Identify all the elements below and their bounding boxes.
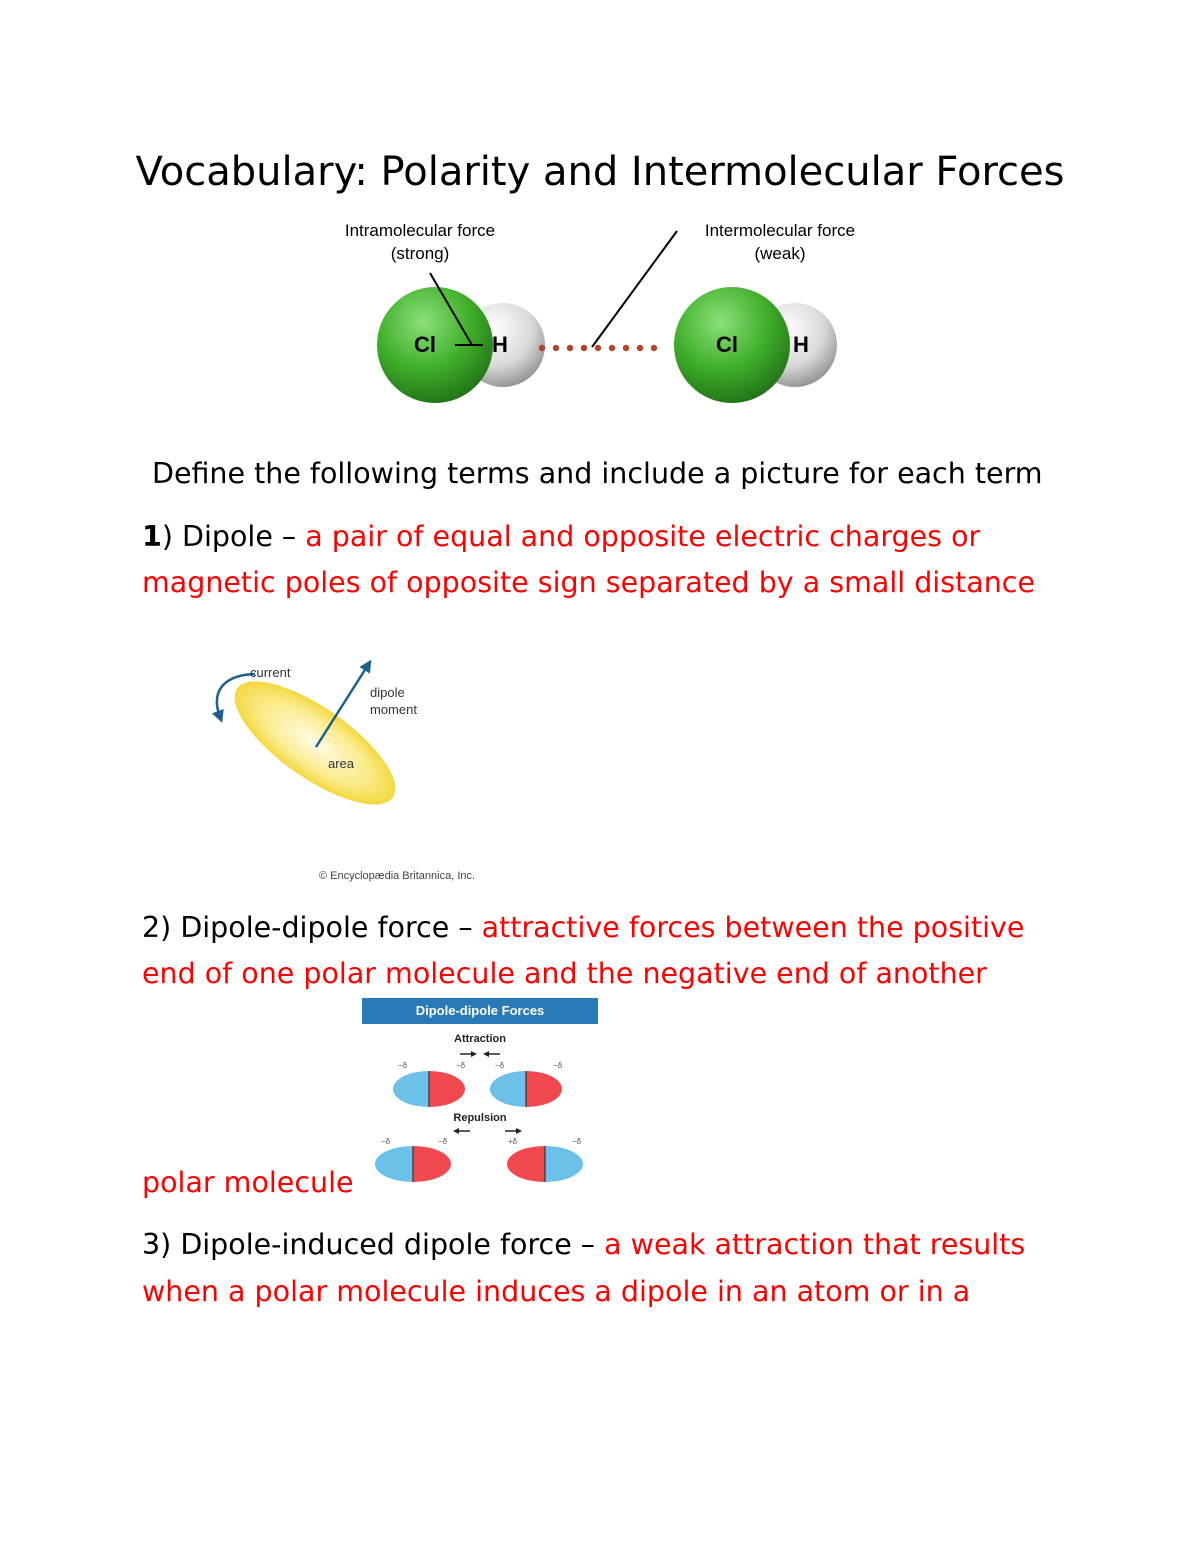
term-3-definition: a weak attraction that results	[604, 1228, 1026, 1261]
term-2-line-1	[142, 910, 1024, 946]
term-2-name: ) Dipole-dipole force –	[160, 911, 482, 944]
dd-svg	[362, 998, 598, 1194]
term-1-definition: a pair of equal and opposite electric charges or	[305, 520, 981, 553]
term-2-line-2: end of one polar molecule and the negative end of another	[142, 957, 987, 990]
term-2-line-3: polar molecule	[142, 1166, 354, 1199]
dipole-dipole-figure	[362, 998, 598, 1194]
term-3-name: ) Dipole-induced dipole force –	[160, 1228, 605, 1261]
dd-header: Dipole-dipole Forces	[362, 998, 598, 1024]
dipole-moment-label-1: dipole	[370, 685, 405, 700]
term-1-number: 1	[142, 520, 162, 553]
credit-text: © Encyclopædia Britannica, Inc.	[319, 870, 476, 882]
dipole-moment-label-2: moment	[370, 702, 417, 717]
intermolecular-pointer	[592, 231, 677, 347]
term-3-number: 3	[142, 1228, 161, 1261]
term-1-line-1	[142, 519, 980, 555]
instructions: Define the following terms and include a picture for each term	[152, 457, 1043, 490]
term-3-line-1	[142, 1227, 1025, 1263]
intramolecular-label: Intramolecular force	[344, 221, 496, 240]
term-3-line-2: when a polar molecule induces a dipole in an atom or in a	[142, 1275, 971, 1308]
h-symbol-left: H	[492, 332, 508, 357]
h-symbol-right: H	[793, 332, 809, 357]
cl-symbol-left: Cl	[414, 332, 436, 357]
charge-label-7: +δ	[508, 1137, 518, 1146]
charge-label-6: −δ	[438, 1137, 448, 1146]
term-2-number: 2	[142, 911, 161, 944]
charge-label-2: −δ	[456, 1061, 466, 1070]
dipole-figure	[200, 655, 520, 890]
area-label: area	[328, 756, 355, 771]
intermolecular-note: (weak)	[754, 244, 806, 263]
intermolecular-dots	[539, 345, 657, 351]
term-1-name: ) Dipole –	[161, 520, 306, 553]
forces-figure	[320, 215, 890, 415]
charge-label-5: −δ	[381, 1137, 391, 1146]
charge-label-8: −δ	[572, 1137, 582, 1146]
page-title: Vocabulary: Polarity and Intermolecular Forces	[135, 149, 1065, 195]
charge-label-4: −δ	[553, 1061, 563, 1070]
intramolecular-note: (strong)	[390, 244, 450, 263]
charge-label-1: −δ	[398, 1061, 408, 1070]
cl-symbol-right: Cl	[716, 332, 738, 357]
term-1-line-2: magnetic poles of opposite sign separated by a small distance	[142, 566, 1035, 599]
current-label: current	[250, 665, 291, 680]
dipole-svg	[200, 655, 520, 890]
term-2-definition: attractive forces between the positive	[481, 911, 1025, 944]
repulsion-label: Repulsion	[453, 1112, 507, 1124]
charge-label-3: −δ	[495, 1061, 505, 1070]
attraction-label: Attraction	[454, 1033, 506, 1045]
intermolecular-label: Intermolecular force	[704, 221, 856, 240]
